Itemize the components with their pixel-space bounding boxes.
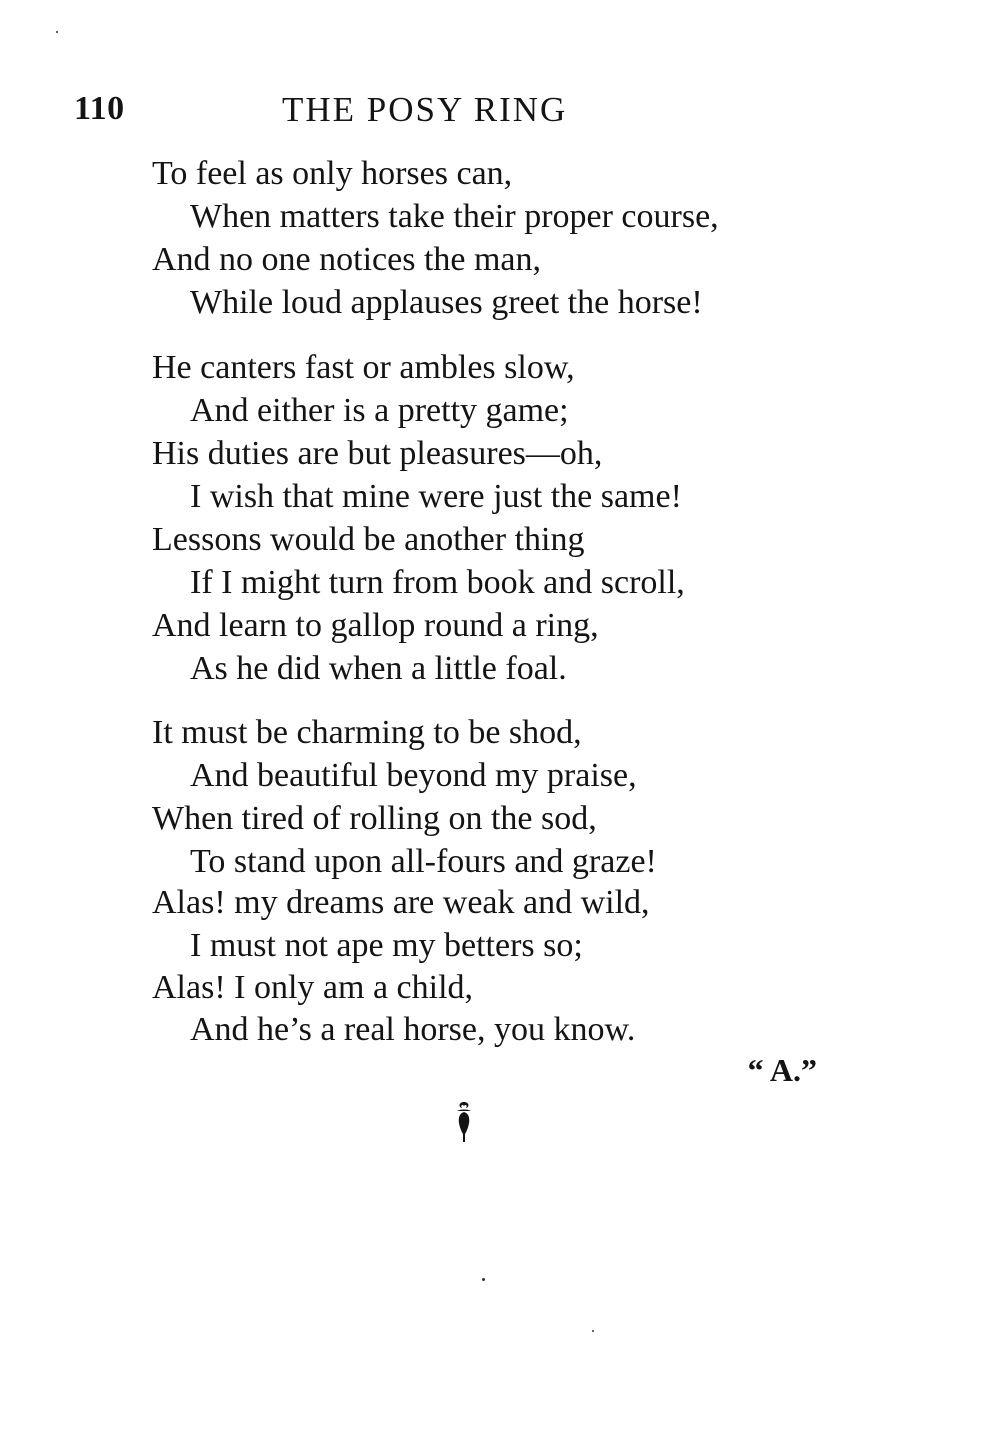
poem-line: While loud applauses greet the horse! [190, 284, 703, 321]
poem-line: If I might turn from book and scroll, [190, 564, 685, 601]
running-title: THE POSY RING [282, 90, 568, 129]
print-speck [56, 31, 58, 33]
poem-line: And either is a pretty game; [190, 392, 569, 429]
poem-line: Alas! my dreams are weak and wild, [152, 884, 650, 921]
poem-attribution: “ A.” [747, 1052, 817, 1088]
print-speck [592, 1330, 594, 1332]
poem-line: To stand upon all-fours and graze! [190, 843, 657, 880]
page-header [0, 90, 1000, 140]
poem-line: When matters take their proper course, [190, 198, 719, 235]
poem-line: And learn to gallop round a ring, [152, 607, 599, 644]
poem-line: And beautiful beyond my praise, [190, 757, 637, 794]
print-speck [482, 1278, 485, 1281]
poem-line: I must not ape my betters so; [190, 927, 583, 964]
poem-line: To feel as only horses can, [152, 155, 513, 192]
poem-line: He canters fast or ambles slow, [152, 349, 575, 386]
poem-line: Alas! I only am a child, [152, 969, 474, 1006]
floral-tailpiece-icon [453, 1100, 475, 1144]
poem-line: Lessons would be another thing [152, 521, 585, 558]
poem-line: It must be charming to be shod, [152, 714, 582, 751]
poem-line: And he’s a real horse, you know. [190, 1011, 636, 1048]
poem-line: When tired of rolling on the sod, [152, 800, 597, 837]
poem-line: His duties are but pleasures—oh, [152, 435, 603, 472]
page-number: 110 [74, 90, 125, 127]
poem-line: As he did when a little foal. [190, 650, 567, 687]
poem-line: I wish that mine were just the same! [190, 478, 682, 515]
poem-line: And no one notices the man, [152, 241, 542, 278]
